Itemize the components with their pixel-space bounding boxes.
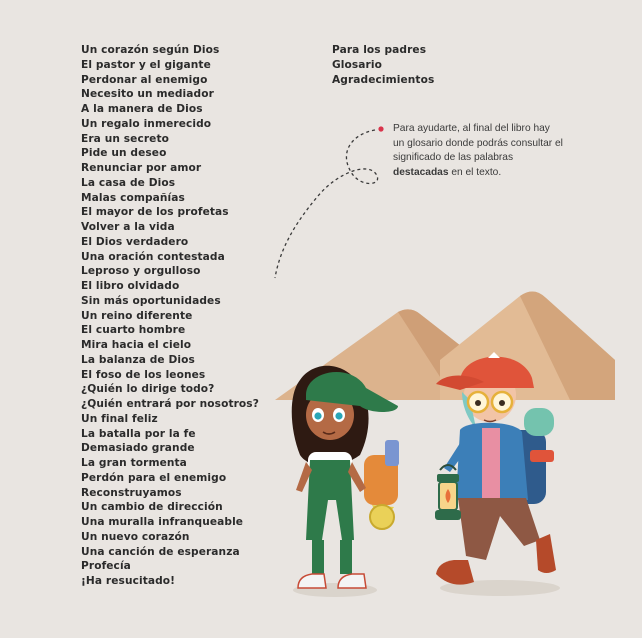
toc-entry[interactable]: ¡Ha resucitado!	[81, 575, 176, 587]
toc-entry[interactable]: Demasiado grande	[81, 442, 195, 455]
toc-entry[interactable]: Profecía	[81, 560, 131, 573]
toc-entry[interactable]: Un final feliz	[81, 412, 158, 425]
toc-entry[interactable]: Un nuevo corazón	[81, 530, 190, 543]
glossary-note-text: Para ayudarte, al final del libro hay un glosario donde podrás consultar el significado de las palabras	[393, 123, 563, 164]
girl-character	[292, 366, 399, 588]
toc-entry[interactable]: Un cambio de dirección	[81, 501, 223, 514]
toc-entry[interactable]: Volver a la vida	[81, 221, 175, 233]
glossary-note	[393, 122, 563, 180]
toc-entry-acknowledgements[interactable]: Agradecimientos	[332, 73, 435, 86]
toc-entry[interactable]: Renunciar por amor	[81, 162, 202, 174]
toc-entry[interactable]: Malas compañías	[81, 191, 185, 204]
toc-entry[interactable]: La batalla por la fe	[81, 427, 196, 440]
toc-entry[interactable]: Necesito un mediador	[81, 88, 214, 101]
toc-entry[interactable]: El foso de los leones	[81, 368, 206, 381]
table-of-contents	[81, 43, 259, 589]
glossary-note-highlight: destacadas	[393, 166, 449, 178]
toc-entry[interactable]: El Dios verdadero	[81, 235, 189, 248]
lantern-icon	[435, 465, 461, 520]
toc-entry[interactable]: Mira hacia el cielo	[81, 339, 192, 351]
toc-entry[interactable]: A la manera de Dios	[81, 103, 203, 115]
toc-entry[interactable]: Perdonar al enemigo	[81, 73, 208, 86]
toc-entry[interactable]: Una muralla infranqueable	[81, 516, 244, 528]
toc-entry[interactable]: La balanza de Dios	[81, 353, 195, 366]
toc-entry[interactable]: ¿Quién entrará por nosotros?	[81, 398, 259, 410]
toc-entry[interactable]: El libro olvidado	[81, 280, 180, 292]
toc-entry[interactable]: Era un secreto	[81, 132, 169, 145]
toc-entry[interactable]: La casa de Dios	[81, 176, 176, 189]
toc-entry-glossary[interactable]: Glosario	[332, 58, 382, 71]
toc-entry[interactable]: ¿Quién lo dirige todo?	[81, 383, 215, 396]
glossary-note-tail: en el texto.	[448, 166, 502, 178]
toc-entry[interactable]: Una oración contestada	[81, 250, 225, 263]
toc-entry[interactable]: Una canción de esperanza	[81, 545, 240, 558]
toc-entry[interactable]: Leproso y orgulloso	[81, 265, 201, 278]
toc-entry[interactable]: El pastor y el gigante	[81, 58, 211, 71]
toc-entry[interactable]: El cuarto hombre	[81, 324, 186, 337]
toc-entry[interactable]: Pide un deseo	[81, 147, 167, 160]
toc-entry[interactable]: Perdón para el enemigo	[81, 471, 227, 484]
toc-entry[interactable]: Un regalo inmerecido	[81, 117, 212, 130]
dashed-arrow-icon	[275, 126, 384, 278]
toc-entry[interactable]: El mayor de los profetas	[81, 206, 229, 219]
toc-entry[interactable]: Sin más oportunidades	[81, 294, 221, 307]
toc-entry[interactable]: La gran tormenta	[81, 457, 187, 469]
toc-entry[interactable]: Un reino diferente	[81, 309, 193, 322]
toc-entry[interactable]: Reconstruyamos	[81, 486, 182, 499]
toc-entry[interactable]: Un corazón según Dios	[81, 44, 220, 56]
table-of-contents-extra	[332, 43, 434, 87]
toc-entry-parents[interactable]: Para los padres	[332, 44, 427, 56]
